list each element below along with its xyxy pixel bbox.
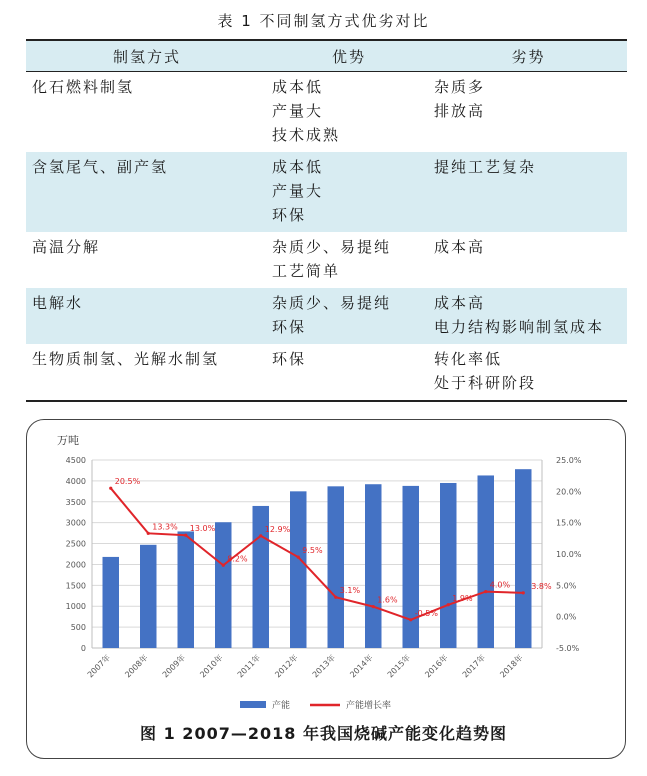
x-tick-label: 2016年: [423, 653, 450, 680]
y-tick-label: 4000: [65, 476, 86, 486]
y-tick-label: 2000: [65, 560, 86, 570]
data-label: 4.0%: [489, 580, 511, 590]
cons-line: 电力结构影响制氢成本: [434, 318, 605, 336]
y2-tick-label: 15.0%: [556, 518, 582, 528]
table-caption: 表 1 不同制氢方式优劣对比: [217, 12, 430, 30]
pros-line: 环保: [272, 318, 307, 336]
y-tick-label: 2500: [65, 539, 86, 549]
x-tick-label: 2018年: [498, 653, 525, 680]
figure-caption: 图 1 2007—2018 年我国烧碱产能变化趋势图: [140, 724, 507, 743]
bar: [178, 531, 195, 648]
y2-tick-label: 20.0%: [556, 487, 582, 497]
pros-line: 工艺简单: [272, 262, 341, 280]
growth-rate-point: [522, 591, 525, 594]
x-tick-label: 2013年: [310, 653, 338, 680]
data-label: 3.1%: [339, 586, 361, 596]
legend-bar-swatch: [240, 701, 266, 708]
data-label: 20.5%: [114, 477, 141, 487]
cons-line: 转化率低: [434, 350, 503, 368]
pros-line: 环保: [272, 206, 307, 224]
data-label: 3.8%: [531, 581, 552, 591]
bar: [478, 475, 495, 648]
method-cell: 电解水: [26, 288, 268, 344]
growth-rate-point: [447, 603, 450, 606]
data-label: 13.3%: [152, 522, 178, 532]
bar: [365, 484, 382, 648]
pros-line: 杂质少、易提纯: [272, 294, 392, 312]
pros-line: 成本低: [272, 158, 324, 176]
growth-rate-point: [372, 605, 375, 608]
bar: [103, 557, 120, 648]
growth-rate-point: [184, 534, 187, 537]
data-label: 12.9%: [264, 524, 291, 534]
cons-line: 排放高: [434, 102, 486, 120]
growth-rate-point: [409, 618, 412, 621]
method-cell: 含氢尾气、副产氢: [26, 152, 268, 232]
pros-line: 成本低: [272, 78, 324, 96]
data-label: 1.6%: [377, 595, 398, 605]
cons-line: 提纯工艺复杂: [434, 158, 537, 176]
cons-line: 处于科研阶段: [434, 374, 537, 392]
growth-rate-point: [259, 534, 262, 537]
x-tick-label: 2010年: [198, 653, 225, 680]
data-label: 8.2%: [227, 554, 248, 564]
x-tick-label: 2007年: [85, 653, 113, 680]
y-axis-unit-label: 万吨: [57, 434, 79, 447]
legend-line-label: 产能增长率: [346, 701, 392, 711]
method-cell: 化石燃料制氢: [32, 78, 135, 96]
data-label: -0.5%: [414, 608, 438, 618]
legend-bar-label: 产能: [272, 701, 291, 711]
x-tick-label: 2017年: [460, 653, 488, 680]
bar: [290, 491, 307, 648]
y2-tick-label: 0.0%: [556, 612, 577, 622]
x-tick-label: 2009年: [160, 653, 188, 680]
bar: [515, 469, 532, 648]
x-tick-label: 2015年: [385, 653, 413, 680]
growth-rate-point: [109, 487, 112, 490]
header-pros: 优势: [268, 40, 430, 72]
y2-tick-label: -5.0%: [556, 644, 580, 653]
y2-tick-label: 5.0%: [556, 581, 577, 591]
y-tick-label: 1500: [65, 581, 86, 591]
y-tick-label: 0: [80, 644, 86, 653]
bar: [440, 483, 457, 648]
bar: [328, 486, 345, 648]
data-label: 13.0%: [189, 524, 216, 534]
x-tick-label: 2011年: [235, 653, 263, 680]
y-tick-label: 3500: [65, 497, 86, 507]
y-tick-label: 1000: [65, 602, 86, 612]
data-label: 9.5%: [302, 546, 323, 556]
header-cons: 劣势: [430, 40, 627, 72]
bar: [140, 545, 157, 648]
y-tick-label: 500: [70, 623, 86, 633]
data-label: 1.9%: [452, 593, 473, 603]
y2-tick-label: 25.0%: [556, 456, 582, 465]
x-tick-label: 2008年: [123, 653, 150, 680]
method-cell: 生物质制氢、光解水制氢: [26, 344, 268, 401]
cons-line: 成本高: [434, 294, 486, 312]
pros-line: 产量大: [272, 102, 324, 120]
growth-rate-point: [484, 590, 487, 593]
y-tick-label: 4500: [65, 456, 86, 465]
method-cell: 高温分解: [32, 238, 101, 256]
pros-line: 产量大: [272, 182, 324, 200]
y2-tick-label: 10.0%: [556, 550, 582, 559]
bar: [215, 522, 232, 648]
pros-line: 杂质少、易提纯: [272, 238, 392, 256]
bar: [403, 486, 420, 648]
y-tick-label: 3000: [65, 518, 86, 528]
x-tick-label: 2012年: [273, 653, 300, 680]
cons-line: 杂质多: [434, 78, 486, 96]
growth-rate-point: [222, 564, 225, 567]
growth-rate-point: [147, 532, 150, 535]
x-tick-label: 2014年: [348, 653, 375, 680]
pros-line: 技术成熟: [272, 126, 341, 144]
pros-line: 环保: [272, 350, 307, 368]
growth-rate-point: [334, 596, 337, 599]
cons-line: 成本高: [434, 238, 486, 256]
header-method: 制氢方式: [26, 40, 268, 72]
growth-rate-point: [297, 556, 300, 559]
